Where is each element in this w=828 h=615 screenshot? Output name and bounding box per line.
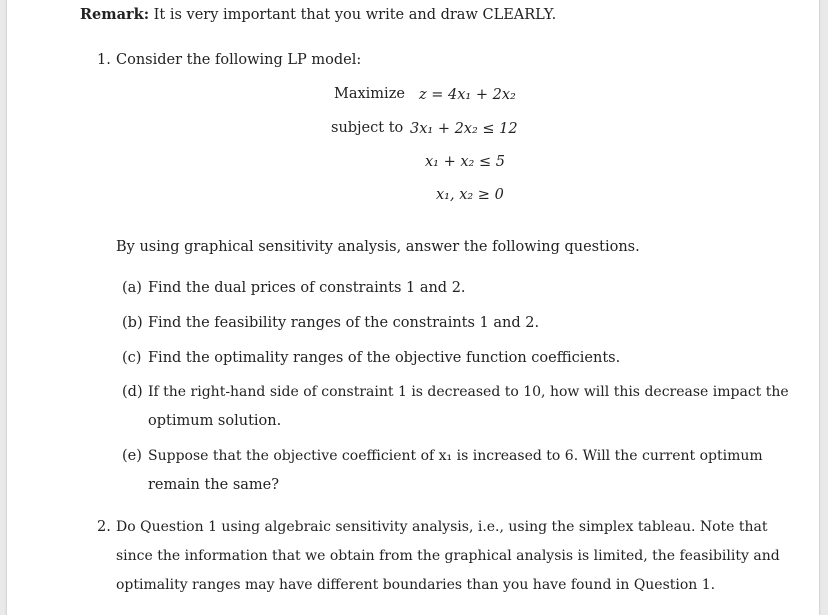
part-label: (d) — [122, 384, 143, 400]
remark-line — [80, 6, 556, 24]
part-text: Find the optimality ranges of the objective function coefficients. — [148, 350, 621, 366]
remark-text: It is very important that you write and draw CLEARLY. — [153, 7, 557, 23]
part-text: If the right-hand side of constraint 1 is decreased to 10, how will this decrease impact the — [148, 384, 789, 400]
q2-text: since the information that we obtain from the graphical analysis is limited, the feasibility and — [116, 548, 780, 564]
part-text: Suppose that the objective coefficient of x₁ is increased to 6. Will the current optimum — [148, 448, 763, 464]
part-text-continued: remain the same? — [148, 477, 280, 493]
q1-number: 1. — [97, 52, 111, 68]
part-label: (e) — [122, 448, 142, 464]
objective-function: z = 4x₁ + 2x₂ — [419, 87, 516, 103]
q1-intro: Consider the following LP model: — [116, 52, 362, 68]
part-text: Find the dual prices of constraints 1 and 2. — [148, 280, 466, 296]
remark-label: Remark: — [80, 6, 150, 23]
part-label: (b) — [122, 315, 143, 331]
q2-number: 2. — [97, 519, 111, 535]
subject-to-label: subject to — [331, 120, 404, 136]
nonnegativity-constraint: x₁, x₂ ≥ 0 — [436, 187, 504, 203]
document-page — [7, 0, 819, 615]
q1-instruction: By using graphical sensitivity analysis, answer the following questions. — [116, 239, 640, 255]
part-label: (a) — [122, 280, 142, 296]
constraint-2: x₁ + x₂ ≤ 5 — [425, 154, 505, 170]
constraint-1: 3x₁ + 2x₂ ≤ 12 — [410, 121, 518, 137]
q2-text: Do Question 1 using algebraic sensitivity analysis, i.e., using the simplex tableau. Note that — [116, 519, 768, 535]
maximize-label: Maximize — [334, 86, 405, 102]
part-label: (c) — [122, 350, 142, 366]
part-text: Find the feasibility ranges of the constraints 1 and 2. — [148, 315, 540, 331]
q2-text: optimality ranges may have different boundaries than you have found in Question 1. — [116, 577, 716, 593]
part-text-continued: optimum solution. — [148, 413, 282, 429]
